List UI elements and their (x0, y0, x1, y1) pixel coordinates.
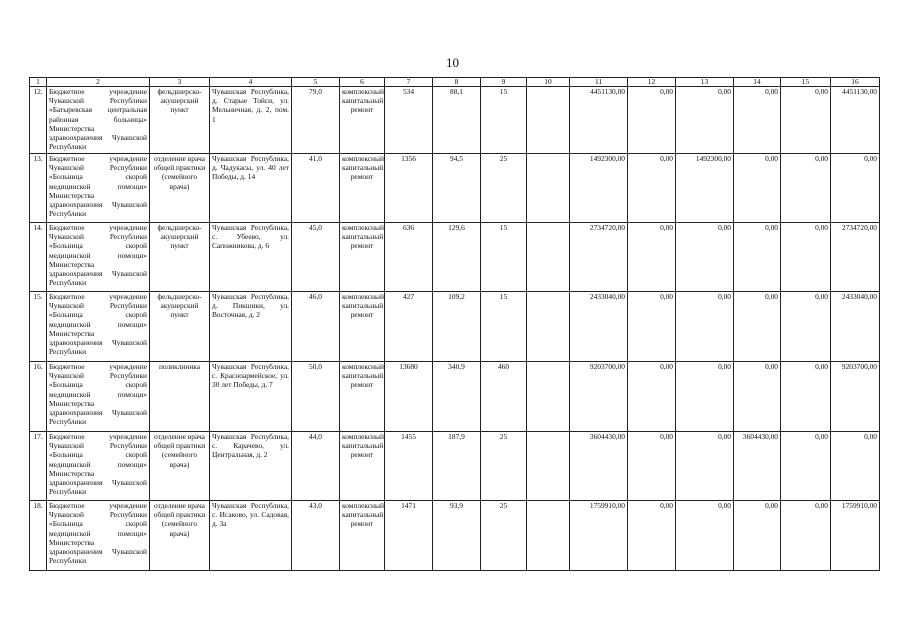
col12-value: 0,00 (628, 154, 676, 223)
column-header: 2 (47, 78, 150, 87)
col7-value: 1356 (385, 154, 433, 223)
col15-value: 0,00 (781, 292, 831, 362)
col8-value: 94,5 (433, 154, 481, 223)
area-value: 44,0 (292, 432, 340, 501)
organization-name: Бюджетное учреждение Чувашской Республики «Больница скорой медицинской помощи» Министерства здравоохранения Чувашской Республики (47, 292, 150, 362)
facility-address: Чувашская Республика, с. Убеево, ул. Сапожникова, д. 6 (210, 223, 292, 292)
col8-value: 129,6 (433, 223, 481, 292)
row-number: 18. (30, 501, 47, 571)
col13-value: 0,00 (676, 362, 734, 432)
col10-value (527, 501, 570, 571)
col8-value: 88,1 (433, 87, 481, 154)
column-header: 9 (481, 78, 527, 87)
total-cost: 4451130,00 (570, 87, 628, 154)
column-header: 14 (734, 78, 781, 87)
col13-value: 1492300,00 (676, 154, 734, 223)
col13-value: 0,00 (676, 432, 734, 501)
table-row (30, 362, 880, 432)
col8-value: 340,9 (433, 362, 481, 432)
organization-name: Бюджетное учреждение Чувашской Республики «Больница скорой медицинской помощи» Министерства здравоохранения Чувашской Республики (47, 501, 150, 571)
area-value: 46,0 (292, 292, 340, 362)
col9-value: 15 (481, 292, 527, 362)
col7-value: 13680 (385, 362, 433, 432)
work-type: комплексный капитальный ремонт (340, 501, 385, 571)
row-number: 12. (30, 87, 47, 154)
facility-address: Чувашская Республика, д. Чадукасы, ул. 40 лет Победы, д. 14 (210, 154, 292, 223)
col15-value: 0,00 (781, 432, 831, 501)
column-header: 13 (676, 78, 734, 87)
col12-value: 0,00 (628, 223, 676, 292)
col10-value (527, 87, 570, 154)
col12-value: 0,00 (628, 432, 676, 501)
row-number: 17. (30, 432, 47, 501)
col13-value: 0,00 (676, 223, 734, 292)
facility-type: отделение врача общей практики (семейного врача) (150, 432, 210, 501)
col16-value: 4451130,00 (831, 87, 880, 154)
table-row (30, 87, 880, 154)
area-value: 45,0 (292, 223, 340, 292)
col7-value: 1471 (385, 501, 433, 571)
area-value: 79,0 (292, 87, 340, 154)
row-number: 16. (30, 362, 47, 432)
total-cost: 2734720,00 (570, 223, 628, 292)
col12-value: 0,00 (628, 87, 676, 154)
col14-value: 3604430,00 (734, 432, 781, 501)
col16-value: 1759910,00 (831, 501, 880, 571)
area-value: 41,0 (292, 154, 340, 223)
table-body (30, 78, 880, 571)
table-row (30, 154, 880, 223)
col12-value: 0,00 (628, 501, 676, 571)
column-header: 15 (781, 78, 831, 87)
facility-address: Чувашская Республика, д. Старые Тойси, ул. Мельничная, д. 2, пом. 1 (210, 87, 292, 154)
column-header: 10 (527, 78, 570, 87)
col10-value (527, 362, 570, 432)
col15-value: 0,00 (781, 501, 831, 571)
page-number: 10 (446, 55, 459, 70)
facility-type: отделение врача общей практики (семейного врача) (150, 501, 210, 571)
total-cost: 3604430,00 (570, 432, 628, 501)
table-row (30, 292, 880, 362)
col10-value (527, 154, 570, 223)
column-header: 11 (570, 78, 628, 87)
col15-value: 0,00 (781, 362, 831, 432)
total-cost: 9203700,00 (570, 362, 628, 432)
work-type: комплексный капитальный ремонт (340, 223, 385, 292)
col8-value: 187,9 (433, 432, 481, 501)
col15-value: 0,00 (781, 87, 831, 154)
column-header: 8 (433, 78, 481, 87)
col7-value: 534 (385, 87, 433, 154)
col10-value (527, 292, 570, 362)
organization-name: Бюджетное учреждение Чувашской Республики «Больница скорой медицинской помощи» Министерства здравоохранения Чувашской Республики (47, 362, 150, 432)
col9-value: 15 (481, 87, 527, 154)
facility-address: Чувашская Республика, д. Пикшики, ул. Восточная, д. 2 (210, 292, 292, 362)
col16-value: 0,00 (831, 154, 880, 223)
col14-value: 0,00 (734, 362, 781, 432)
table-row (30, 501, 880, 571)
col13-value: 0,00 (676, 292, 734, 362)
organization-name: Бюджетное учреждение Чувашской Республики «Батыревская центральная районная больница» Министерства здравоохранения Чувашской Республики (47, 87, 150, 154)
column-header: 12 (628, 78, 676, 87)
col15-value: 0,00 (781, 154, 831, 223)
work-type: комплексный капитальный ремонт (340, 154, 385, 223)
col16-value: 2433040,00 (831, 292, 880, 362)
col14-value: 0,00 (734, 501, 781, 571)
row-number: 15. (30, 292, 47, 362)
work-type: комплексный капитальный ремонт (340, 87, 385, 154)
col9-value: 460 (481, 362, 527, 432)
area-value: 50,0 (292, 362, 340, 432)
facility-type: отделение врача общей практики (семейного врача) (150, 154, 210, 223)
data-table (29, 77, 880, 571)
col7-value: 427 (385, 292, 433, 362)
col13-value: 0,00 (676, 87, 734, 154)
col9-value: 25 (481, 154, 527, 223)
column-header: 16 (831, 78, 880, 87)
column-header: 6 (340, 78, 385, 87)
col15-value: 0,00 (781, 223, 831, 292)
table-row (30, 432, 880, 501)
col8-value: 93,9 (433, 501, 481, 571)
column-header: 3 (150, 78, 210, 87)
organization-name: Бюджетное учреждение Чувашской Республики «Больница скорой медицинской помощи» Министерства здравоохранения Чувашской Республики (47, 223, 150, 292)
table-header-row (30, 78, 880, 87)
total-cost: 2433040,00 (570, 292, 628, 362)
col13-value: 0,00 (676, 501, 734, 571)
facility-type: поликлиника (150, 362, 210, 432)
col14-value: 0,00 (734, 154, 781, 223)
facility-address: Чувашская Республика, с. Исаково, ул. Садовая, д. 3а (210, 501, 292, 571)
row-number: 14. (30, 223, 47, 292)
column-header: 5 (292, 78, 340, 87)
col16-value: 2734720,00 (831, 223, 880, 292)
col7-value: 1455 (385, 432, 433, 501)
organization-name: Бюджетное учреждение Чувашской Республики «Больница скорой медицинской помощи» Министерства здравоохранения Чувашской Республики (47, 154, 150, 223)
facility-type: фельдшерско-акушерский пункт (150, 223, 210, 292)
total-cost: 1492300,00 (570, 154, 628, 223)
facility-address: Чувашская Республика, с. Красноармейское, ул. 30 лет Победы, д. 7 (210, 362, 292, 432)
col8-value: 109,2 (433, 292, 481, 362)
organization-name: Бюджетное учреждение Чувашской Республики «Больница скорой медицинской помощи» Министерства здравоохранения Чувашской Республики (47, 432, 150, 501)
col12-value: 0,00 (628, 362, 676, 432)
facility-type: фельдшерско-акушерский пункт (150, 87, 210, 154)
work-type: комплексный капитальный ремонт (340, 362, 385, 432)
col14-value: 0,00 (734, 223, 781, 292)
facility-type: фельдшерско-акушерский пункт (150, 292, 210, 362)
col10-value (527, 432, 570, 501)
row-number: 13. (30, 154, 47, 223)
col7-value: 636 (385, 223, 433, 292)
work-type: комплексный капитальный ремонт (340, 292, 385, 362)
col9-value: 15 (481, 223, 527, 292)
col16-value: 9203700,00 (831, 362, 880, 432)
column-header: 7 (385, 78, 433, 87)
col10-value (527, 223, 570, 292)
area-value: 43,0 (292, 501, 340, 571)
column-header: 1 (30, 78, 47, 87)
col9-value: 25 (481, 432, 527, 501)
column-header: 4 (210, 78, 292, 87)
total-cost: 1759910,00 (570, 501, 628, 571)
col14-value: 0,00 (734, 87, 781, 154)
col9-value: 25 (481, 501, 527, 571)
col14-value: 0,00 (734, 292, 781, 362)
work-type: комплексный капитальный ремонт (340, 432, 385, 501)
col12-value: 0,00 (628, 292, 676, 362)
table-row (30, 223, 880, 292)
facility-address: Чувашская Республика, с. Карачево, ул. Центральная, д. 2 (210, 432, 292, 501)
col16-value: 0,00 (831, 432, 880, 501)
